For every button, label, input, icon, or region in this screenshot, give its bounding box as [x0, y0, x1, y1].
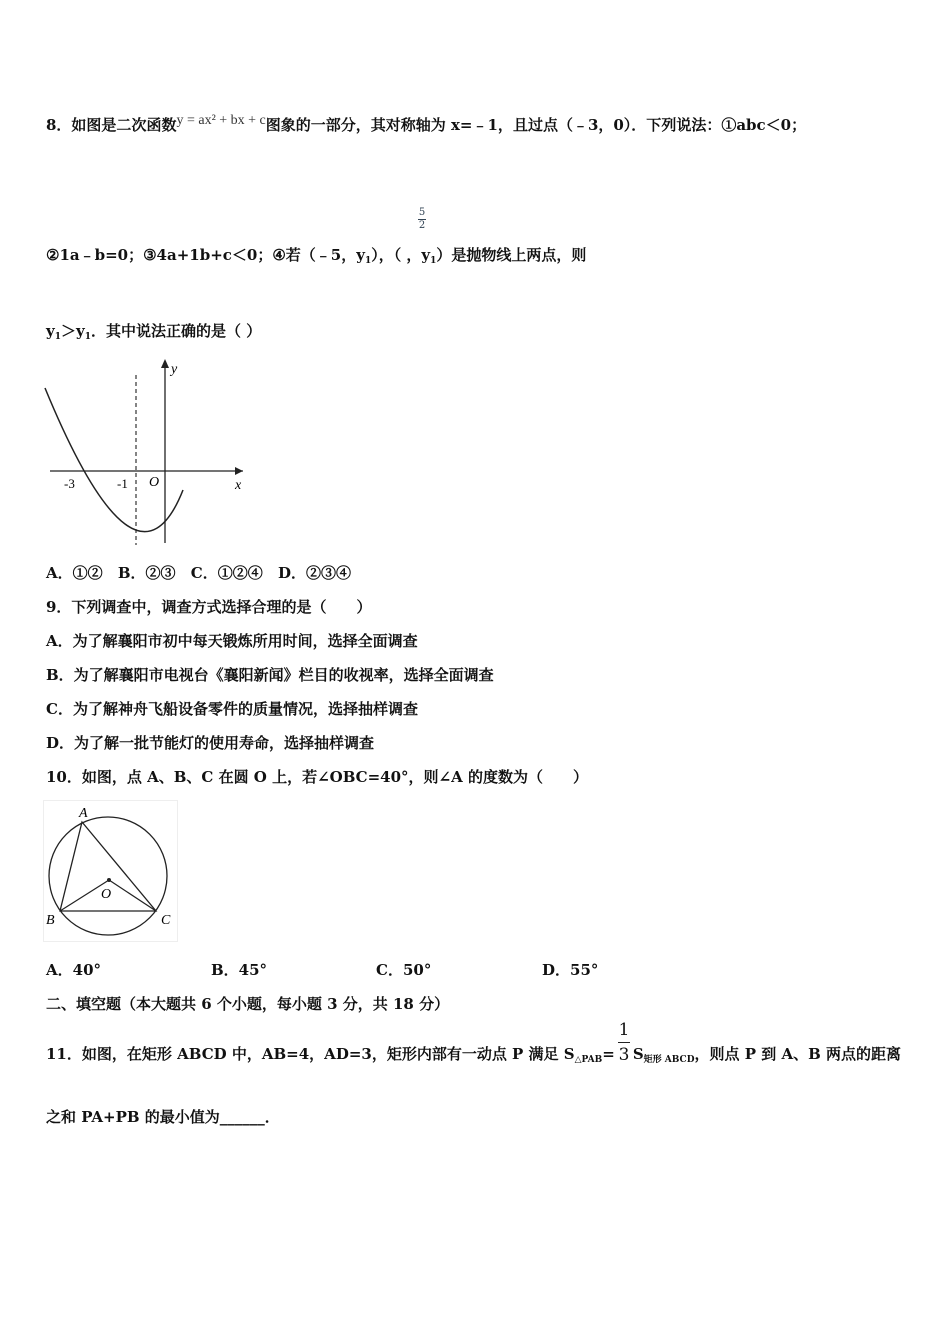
q11-eq: =	[602, 1045, 615, 1063]
q10-option-d: D．55°	[542, 961, 599, 979]
q11-frac-den: 3	[618, 1045, 630, 1065]
parabola-graph	[40, 355, 255, 550]
q8-option-b: B．②③	[117, 564, 176, 582]
section-heading: 二、填空题（本大题共 6 个小题，每小题 3 分，共 18 分）	[46, 995, 450, 1013]
q8-formula: y = ax² + bx + c	[176, 113, 266, 128]
q8-sub: 1	[84, 332, 91, 342]
label-o: O	[101, 887, 112, 902]
tick-label-minus1: -1	[117, 476, 128, 491]
q8-line3-b: ＞y	[60, 322, 85, 340]
parabola-curve	[45, 388, 183, 532]
q8-line2	[46, 245, 586, 271]
q11-frac-num: 1	[618, 1020, 630, 1040]
x-label: x	[235, 478, 242, 493]
q8-line3	[46, 321, 261, 347]
q9-option-b: B．为了解襄阳市电视台《襄阳新闻》栏目的收视率，选择全面调查	[46, 666, 494, 684]
q8-suffix: 图象的一部分，其对称轴为 x=﹣1，且过点（﹣3，0）．下列说法：①abc＜0；	[265, 116, 807, 134]
q8-fraction	[418, 207, 426, 232]
q8-option-c: C．①②④	[190, 564, 263, 582]
q10-option-a: A．40°	[46, 961, 102, 979]
q8-line3-c: ．其中说法正确的是（ ）	[90, 322, 262, 340]
q8-sub: 1	[54, 332, 61, 342]
q10-option-b: B．45°	[211, 961, 268, 979]
q8-line1	[46, 115, 806, 137]
q11-s2: S	[632, 1045, 644, 1063]
origin-label: O	[149, 475, 160, 490]
segment-oc	[109, 880, 156, 911]
q11-line1	[46, 1044, 901, 1070]
y-axis-arrow	[161, 359, 169, 368]
label-a: A	[79, 806, 88, 821]
q9-option-c: C．为了解神舟飞船设备零件的质量情况，选择抽样调查	[46, 700, 418, 718]
q8-options	[46, 563, 351, 583]
center-point	[107, 878, 111, 882]
q11-line2: 之和 PA+PB 的最小值为______．	[46, 1108, 280, 1126]
tick-label-minus3: -3	[64, 476, 75, 491]
figure-frame	[44, 801, 178, 942]
q8-sub: 1	[364, 256, 372, 266]
label-b: B	[46, 913, 55, 928]
q11-part2: ，则点 P 到 A、B 两点的距离	[694, 1045, 902, 1063]
q8-line3-a: y	[46, 322, 55, 340]
q9-option-d: D．为了解一批节能灯的使用寿命，选择抽样调查	[46, 734, 375, 752]
q8-option-d: D．②③④	[277, 564, 351, 582]
x-axis-arrow	[235, 467, 243, 475]
q8-line2-c: ）是抛物线上两点，则	[436, 246, 587, 264]
q8-sub: 1	[430, 256, 437, 266]
label-c: C	[161, 913, 171, 928]
q11-part1: 11．如图，在矩形 ABCD 中，AB=4，AD=3，矩形内部有一动点 P 满足 S	[46, 1045, 575, 1063]
q10-stem: 10．如图，点 A、B、C 在圆 O 上，若∠OBC=40°，则∠A 的度数为（ ）	[46, 768, 588, 786]
q10-option-c: C．50°	[376, 961, 432, 979]
circle-figure	[43, 800, 178, 942]
y-label: y	[171, 362, 178, 377]
q11-sub1: △PAB	[574, 1055, 603, 1065]
q8-line2-b: ），（ ，y	[371, 246, 431, 264]
fraction-bar	[618, 1042, 630, 1043]
q9-option-a: A．为了解襄阳市初中每天锻炼所用时间，选择全面调查	[46, 632, 418, 650]
q9-stem: 9．下列调查中，调查方式选择合理的是（ ）	[46, 598, 372, 616]
q8-prefix: 8．如图是二次函数	[46, 116, 177, 134]
q11-fraction	[618, 1020, 630, 1065]
q11-sub2: 矩形 ABCD	[643, 1055, 695, 1065]
q8-frac-num: 5	[418, 207, 426, 218]
q8-option-a: A．①②	[46, 564, 103, 582]
circle-o	[49, 817, 167, 935]
q8-line2-a: ②1a﹣b=0；③4a+1b+c＜0；④若（﹣5，y	[46, 246, 365, 264]
q8-frac-den: 2	[418, 220, 426, 231]
